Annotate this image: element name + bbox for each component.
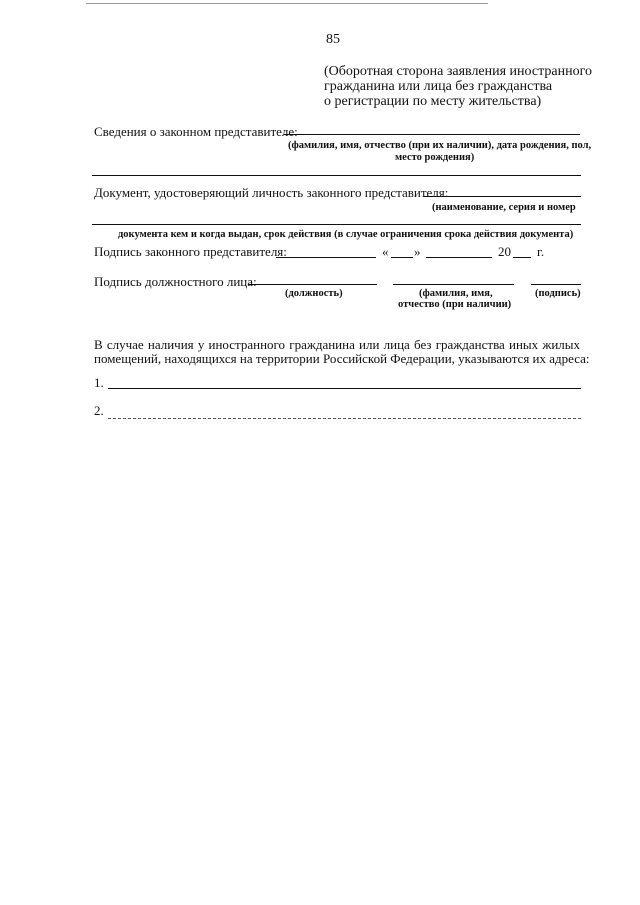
official-name-hint-line-1: (фамилия, имя,: [419, 288, 493, 299]
document-hint-continued: документа кем и когда выдан, срок действия (в случае ограничения срока действия документа): [118, 229, 574, 240]
document-label: Документ, удостоверяющий личность законного представителя:: [94, 185, 449, 200]
representative-hint-line-2: место рождения): [395, 152, 475, 163]
representative-field-continued[interactable]: [92, 175, 581, 176]
official-name-field[interactable]: [393, 284, 514, 285]
date-day-field[interactable]: [391, 257, 413, 258]
header-note-line-1: (Оборотная сторона заявления иностранного: [324, 64, 592, 79]
header-note-line-3: о регистрации по месту жительства): [324, 94, 542, 109]
date-year-prefix: 20: [498, 244, 511, 259]
residences-text-line-2: помещений, находящихся на территории Российской Федерации, указываются их адреса:: [94, 351, 590, 366]
official-position-field[interactable]: [248, 284, 377, 285]
residence-item-2-number: 2.: [94, 403, 104, 418]
document-field-continued[interactable]: [92, 224, 581, 225]
page-top-edge: [86, 3, 488, 4]
official-signature-label: Подпись должностного лица:: [94, 274, 257, 289]
official-signature-field[interactable]: [531, 284, 581, 285]
official-signature-hint: (подпись): [535, 288, 581, 299]
representative-label: Сведения о законном представителе:: [94, 124, 298, 139]
header-note: [324, 64, 592, 109]
rep-signature-field[interactable]: [276, 257, 376, 258]
residence-item-1-number: 1.: [94, 375, 104, 390]
date-year-field[interactable]: [513, 257, 531, 258]
page-number: 85: [326, 32, 340, 47]
official-name-hint-line-2: отчество (при наличии): [398, 299, 512, 310]
document-hint: (наименование, серия и номер: [432, 202, 576, 213]
date-month-field[interactable]: [426, 257, 492, 258]
residence-item-1-field[interactable]: [108, 388, 581, 389]
representative-field[interactable]: [284, 134, 580, 135]
document-field[interactable]: [424, 196, 581, 197]
header-note-line-2: гражданина или лица без гражданства: [324, 79, 553, 94]
rep-signature-label: Подпись законного представителя:: [94, 244, 287, 259]
residence-item-2-field[interactable]: [108, 418, 581, 419]
representative-hint-line-1: (фамилия, имя, отчество (при их наличии), дата рождения, пол,: [288, 140, 592, 151]
residences-text-line-1: В случае наличия у иностранного гражданина или лица без гражданства иных жилых: [94, 337, 580, 352]
date-year-suffix: г.: [537, 244, 545, 259]
date-quote-open: «: [382, 244, 389, 259]
date-quote-close: »: [414, 244, 421, 259]
official-position-hint: (должность): [285, 288, 343, 299]
